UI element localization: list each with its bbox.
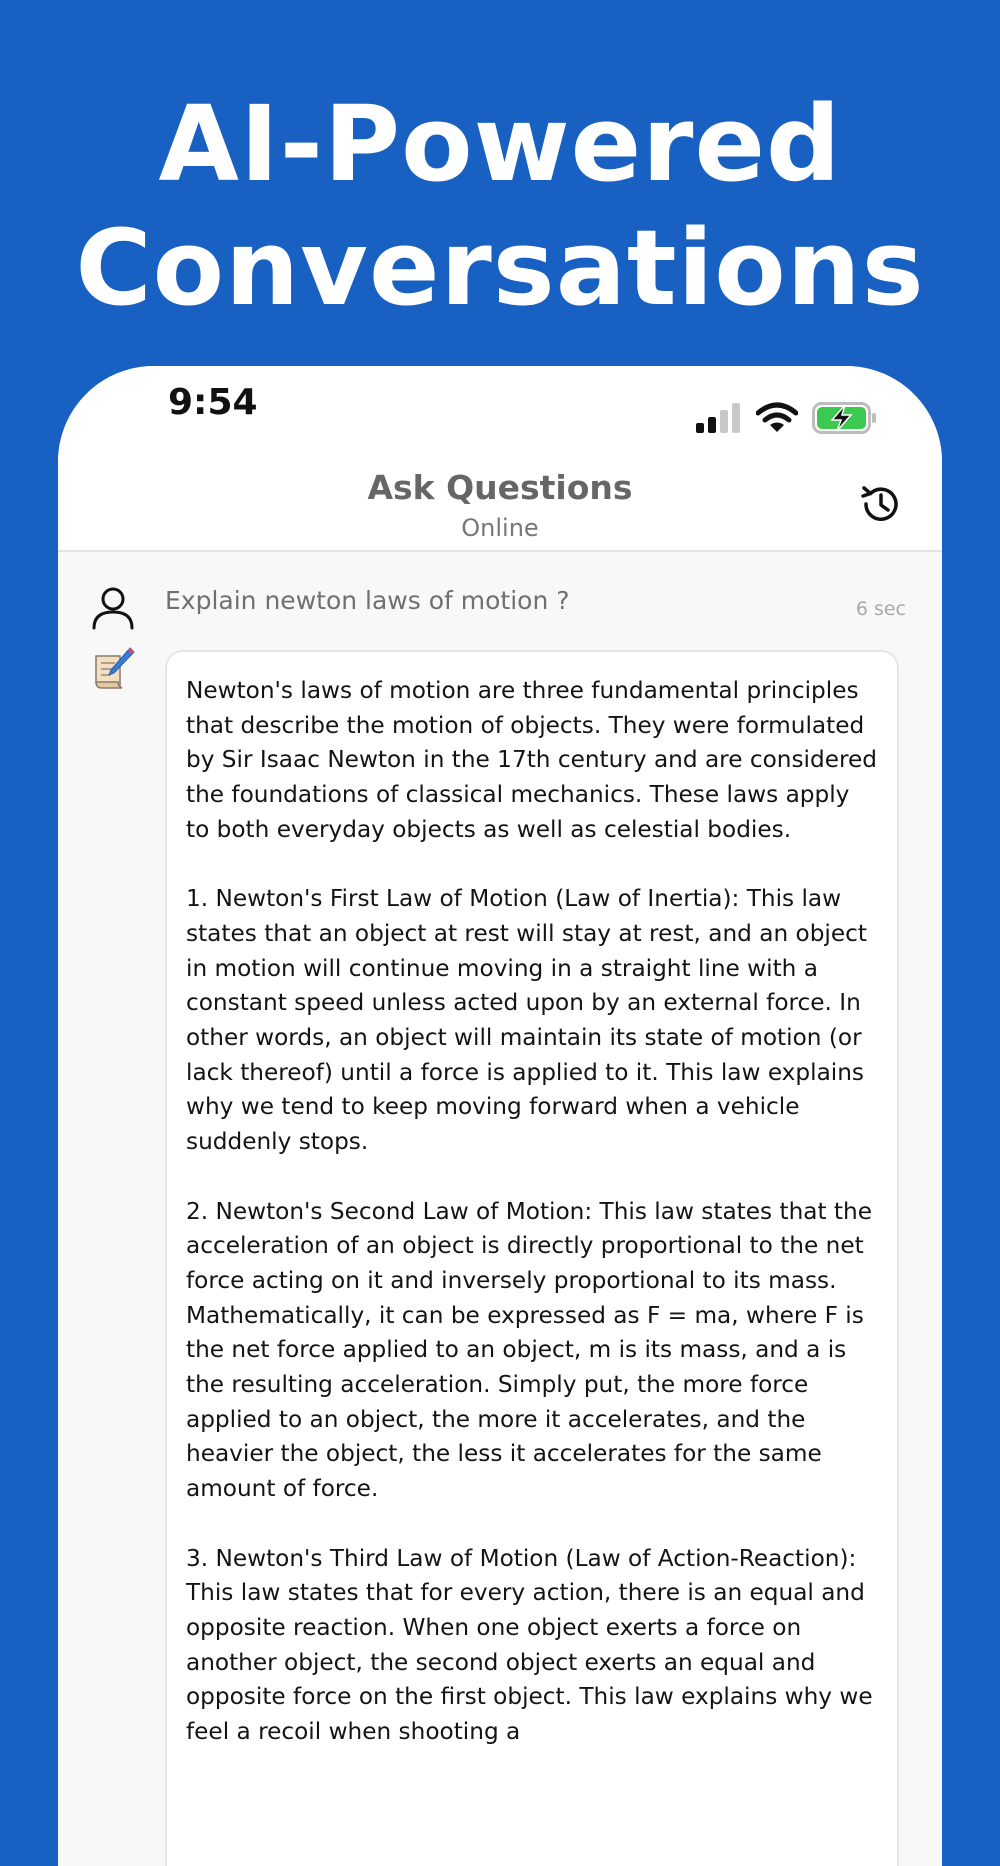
signal-icon — [696, 403, 742, 437]
answer-text — [186, 674, 879, 1750]
page-title: Ask Questions — [367, 468, 633, 507]
status-bar — [58, 366, 942, 462]
status-icons — [696, 402, 878, 438]
online-status: Online — [461, 514, 539, 542]
answer-paragraph: 1. Newton's First Law of Motion (Law of Inertia): This law states that an object at rest will stay at rest, and an object in motion will continue moving in a straight line with a constant speed unless acted upon by an external force. In other words, an object will maintain its state of motion (or lack thereof) until a force is applied to it. This law explains why we tend to keep moving forward when a vehicle suddenly stops. — [186, 885, 867, 1156]
answer-paragraph: 2. Newton's Second Law of Motion: This law states that the acceleration of an object is directly proportional to the net force acting on it and inversely proportional to its mass. Mathematically, it can be expressed as F = ma, where F is the net force applied to an object, m is its mass, and a is the resulting acceleration. Simply put, the more force applied to an object, the more it accelerates, and the heavier the object, the less it accelerates for the same amount of force. — [186, 1197, 872, 1503]
battery-charging-icon — [812, 402, 878, 438]
phone-screen — [58, 366, 942, 1866]
memo-pencil-icon — [90, 646, 136, 692]
app-header — [58, 462, 942, 552]
answer-paragraph: Newton's laws of motion are three fundamental principles that describe the motion of objects. They were formulated by Sir Isaac Newton in the 17th century and are considered the foundations of classical mechanics. These laws apply to both everyday objects as well as celestial bodies. — [186, 677, 877, 843]
question-text: Explain newton laws of motion ? — [165, 586, 570, 615]
promo-headline — [0, 82, 1000, 330]
answer-message-bubble — [165, 650, 899, 1866]
user-icon — [90, 584, 136, 630]
status-time: 9:54 — [168, 382, 258, 423]
wifi-icon — [756, 402, 798, 438]
history-icon — [858, 482, 902, 530]
question-timestamp: 6 sec — [855, 598, 906, 620]
history-button[interactable] — [856, 482, 904, 530]
headline-line-2: Conversations — [75, 207, 925, 329]
answer-paragraph: 3. Newton's Third Law of Motion (Law of Action-Reaction): This law states that for every action, there is an equal and opposite reaction. When one object exerts a force on another object, the second object exerts an equal and opposite force on the first object. This law explains why we feel a recoil when shooting a — [186, 1544, 873, 1746]
headline-line-1: AI-Powered — [158, 83, 842, 205]
